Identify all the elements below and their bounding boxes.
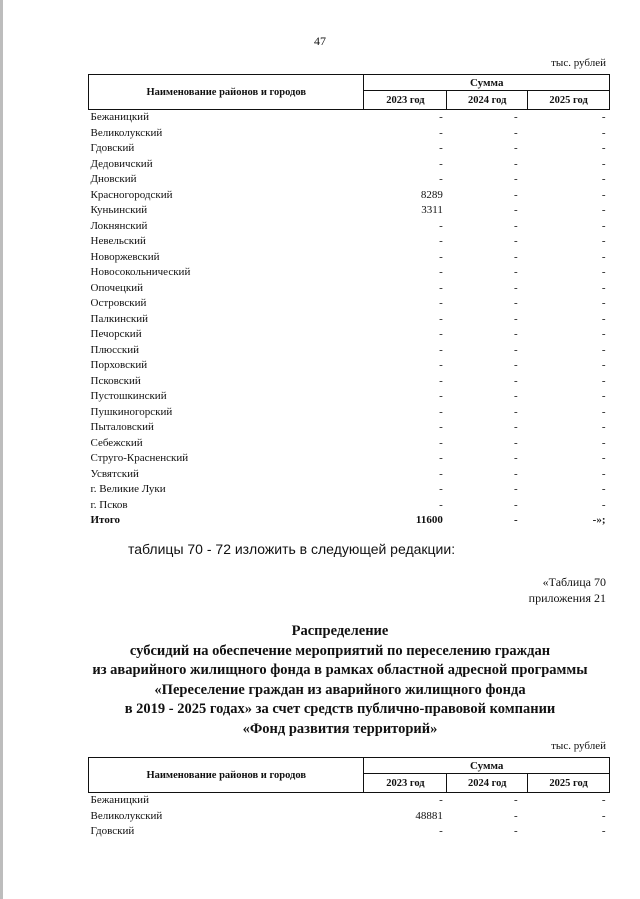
subsidy-table-1 — [88, 74, 610, 529]
value-2025: - — [601, 421, 606, 433]
value-2023: - — [439, 359, 443, 371]
value-2025: - — [601, 126, 606, 139]
total-row — [89, 513, 610, 529]
value-2023: - — [439, 235, 443, 247]
value-2025: - — [601, 498, 606, 511]
value-2025: - — [601, 825, 606, 837]
district-name: Куньинский — [90, 204, 148, 216]
section-title — [40, 622, 640, 739]
header-year-2023: 2023 год — [364, 774, 447, 793]
district-name: Опочецкий — [90, 281, 143, 294]
value-2023: - — [439, 794, 443, 806]
district-name: Пыталовский — [90, 421, 154, 433]
district-name: Красногородский — [90, 188, 173, 201]
table-row — [89, 809, 610, 825]
table-row — [89, 374, 610, 390]
value-2024: - — [513, 235, 518, 247]
value-2025: - — [601, 188, 606, 201]
table-row — [89, 327, 610, 343]
value-2024: - — [513, 483, 518, 495]
district-name: Великолукский — [90, 126, 163, 139]
header-name-column: Наименование районов и городов — [89, 758, 364, 793]
table-row — [89, 482, 610, 498]
value-2025: - — [601, 359, 606, 371]
page-number: 47 — [314, 34, 326, 48]
total-2025: -»; — [592, 514, 606, 526]
value-2025: - — [601, 436, 606, 449]
header-sum: Сумма — [364, 75, 610, 91]
table-row — [89, 343, 610, 359]
table-row — [89, 296, 610, 312]
header-year-2024: 2024 год — [447, 91, 528, 110]
value-2023: 8289 — [420, 188, 443, 201]
district-name: Новосокольнический — [90, 266, 191, 278]
table-row — [89, 420, 610, 436]
value-2024: - — [513, 452, 518, 464]
value-2024: - — [513, 142, 518, 154]
table-row — [89, 436, 610, 452]
district-name: Печорский — [90, 328, 142, 340]
table-row — [89, 451, 610, 467]
value-2024: - — [513, 266, 518, 278]
table-row — [89, 498, 610, 514]
district-name: Новоржевский — [90, 250, 160, 263]
table-row — [89, 157, 610, 173]
district-name: Себежский — [90, 436, 143, 449]
district-name: Пустошкинский — [90, 390, 167, 402]
value-2023: - — [439, 483, 443, 495]
units-label: тыс. рублей — [551, 57, 606, 69]
total-2023: 11600 — [415, 514, 443, 526]
value-2025: - — [601, 297, 606, 309]
title-line: из аварийного жилищного фонда в рамках областной адресной программы — [92, 662, 588, 678]
subsidy-table-2 — [88, 757, 610, 840]
table-row — [89, 172, 610, 188]
value-2025: - — [601, 452, 606, 464]
table-row — [89, 250, 610, 266]
value-2024: - — [513, 809, 518, 822]
table-row — [89, 389, 610, 405]
value-2024: - — [513, 126, 518, 139]
value-2024: - — [513, 436, 518, 449]
value-2025: - — [601, 483, 606, 495]
value-2023: - — [439, 111, 443, 123]
value-2023: - — [439, 250, 443, 263]
value-2023: - — [439, 312, 443, 325]
district-name: Локнянский — [90, 219, 148, 232]
district-name: Псковский — [90, 374, 141, 387]
value-2023: - — [439, 297, 443, 309]
district-name: Пушкиногорский — [90, 405, 173, 418]
district-name: Гдовский — [90, 825, 135, 837]
value-2023: - — [439, 436, 443, 449]
district-name: г. Псков — [90, 498, 128, 511]
value-2023: - — [439, 328, 443, 340]
value-2024: - — [513, 173, 518, 185]
total-2024: - — [513, 514, 518, 526]
value-2023: - — [439, 157, 443, 170]
district-name: Палкинский — [90, 312, 149, 325]
district-name: Гдовский — [90, 142, 135, 154]
value-2023: - — [439, 374, 443, 387]
district-name: Дедовичский — [90, 157, 153, 170]
value-2025: - — [601, 250, 606, 263]
title-line: Распределение — [291, 623, 389, 639]
scan-edge — [0, 0, 3, 899]
value-2025: - — [601, 390, 606, 402]
value-2024: - — [513, 794, 518, 806]
value-2025: - — [601, 405, 606, 418]
value-2024: - — [513, 188, 518, 201]
district-name: Струго-Красненский — [90, 452, 189, 464]
value-2025: - — [601, 157, 606, 170]
value-2024: - — [513, 111, 518, 123]
table-row — [89, 265, 610, 281]
value-2025: - — [601, 281, 606, 294]
title-line: «Переселение граждан из аварийного жилищного фонда — [154, 681, 526, 698]
table-row — [89, 467, 610, 483]
total-label: Итого — [90, 514, 121, 526]
value-2025: - — [601, 142, 606, 154]
value-2025: - — [601, 328, 606, 340]
table-row — [89, 219, 610, 235]
value-2025: - — [601, 809, 606, 822]
header-year-2023: 2023 год — [364, 91, 447, 110]
value-2023: - — [439, 281, 443, 294]
district-name: Плюсский — [90, 343, 140, 356]
value-2025: - — [601, 204, 606, 216]
value-2025: - — [601, 111, 606, 123]
value-2025: - — [601, 312, 606, 325]
value-2023: - — [439, 343, 443, 356]
units-label: тыс. рублей — [551, 740, 606, 752]
table-row — [89, 234, 610, 250]
table-row — [89, 188, 610, 204]
value-2023: 48881 — [415, 809, 443, 822]
title-line: в 2019 - 2025 годах» за счет средств публично-правовой компании — [124, 701, 556, 717]
value-2024: - — [513, 467, 518, 480]
value-2024: - — [513, 219, 518, 232]
value-2024: - — [513, 421, 518, 433]
header-name-column: Наименование районов и городов — [89, 75, 364, 110]
value-2023: - — [439, 467, 443, 480]
value-2025: - — [601, 235, 606, 247]
value-2024: - — [513, 204, 518, 216]
district-name: Дновский — [90, 173, 137, 185]
district-name: г. Великие Луки — [90, 483, 166, 495]
value-2024: - — [513, 359, 518, 371]
value-2024: - — [513, 157, 518, 170]
table-row — [89, 281, 610, 297]
title-line: субсидий на обеспечение мероприятий по переселению граждан — [129, 642, 551, 659]
district-name: Бежаницкий — [90, 111, 149, 123]
value-2023: - — [439, 452, 443, 464]
table-row — [89, 405, 610, 421]
value-2023: - — [439, 390, 443, 402]
value-2024: - — [513, 297, 518, 309]
table-reference — [529, 574, 606, 606]
table-row — [89, 793, 610, 809]
value-2023: - — [439, 173, 443, 185]
district-name: Великолукский — [90, 809, 163, 822]
value-2024: - — [513, 374, 518, 387]
value-2025: - — [601, 374, 606, 387]
table-row — [89, 141, 610, 157]
header-year-2024: 2024 год — [447, 774, 528, 793]
value-2024: - — [513, 343, 518, 356]
value-2025: - — [601, 173, 606, 185]
table-row — [89, 312, 610, 328]
table-row — [89, 358, 610, 374]
amendment-text: таблицы 70 - 72 изложить в следующей редакции: — [128, 541, 456, 557]
district-name: Усвятский — [90, 467, 139, 480]
value-2023: - — [439, 405, 443, 418]
district-name: Невельский — [90, 235, 146, 247]
district-name: Бежаницкий — [90, 794, 149, 806]
value-2024: - — [513, 281, 518, 294]
value-2024: - — [513, 312, 518, 325]
table-row — [89, 110, 610, 126]
value-2023: - — [439, 142, 443, 154]
header-year-2025: 2025 год — [528, 774, 610, 793]
value-2023: - — [439, 825, 443, 837]
value-2023: 3311 — [421, 204, 443, 216]
value-2024: - — [513, 390, 518, 402]
value-2025: - — [601, 794, 606, 806]
value-2023: - — [439, 421, 443, 433]
district-name: Порховский — [90, 359, 148, 371]
value-2024: - — [513, 498, 518, 511]
value-2023: - — [439, 126, 443, 139]
district-name: Островский — [90, 297, 147, 309]
header-sum: Сумма — [364, 758, 610, 774]
value-2025: - — [601, 343, 606, 356]
table-row — [89, 203, 610, 219]
value-2024: - — [513, 250, 518, 263]
table-reference-appendix: приложения 21 — [528, 591, 606, 605]
title-line: «Фонд развития территорий» — [242, 720, 438, 737]
table-reference-number: «Таблица 70 — [542, 575, 606, 589]
value-2023: - — [439, 219, 443, 232]
value-2024: - — [513, 825, 518, 837]
value-2024: - — [513, 328, 518, 340]
value-2025: - — [601, 467, 606, 480]
table-row — [89, 824, 610, 840]
value-2023: - — [439, 266, 443, 278]
header-year-2025: 2025 год — [528, 91, 610, 110]
value-2024: - — [513, 405, 518, 418]
value-2025: - — [601, 219, 606, 232]
value-2025: - — [601, 266, 606, 278]
value-2023: - — [439, 498, 443, 511]
table-row — [89, 126, 610, 142]
